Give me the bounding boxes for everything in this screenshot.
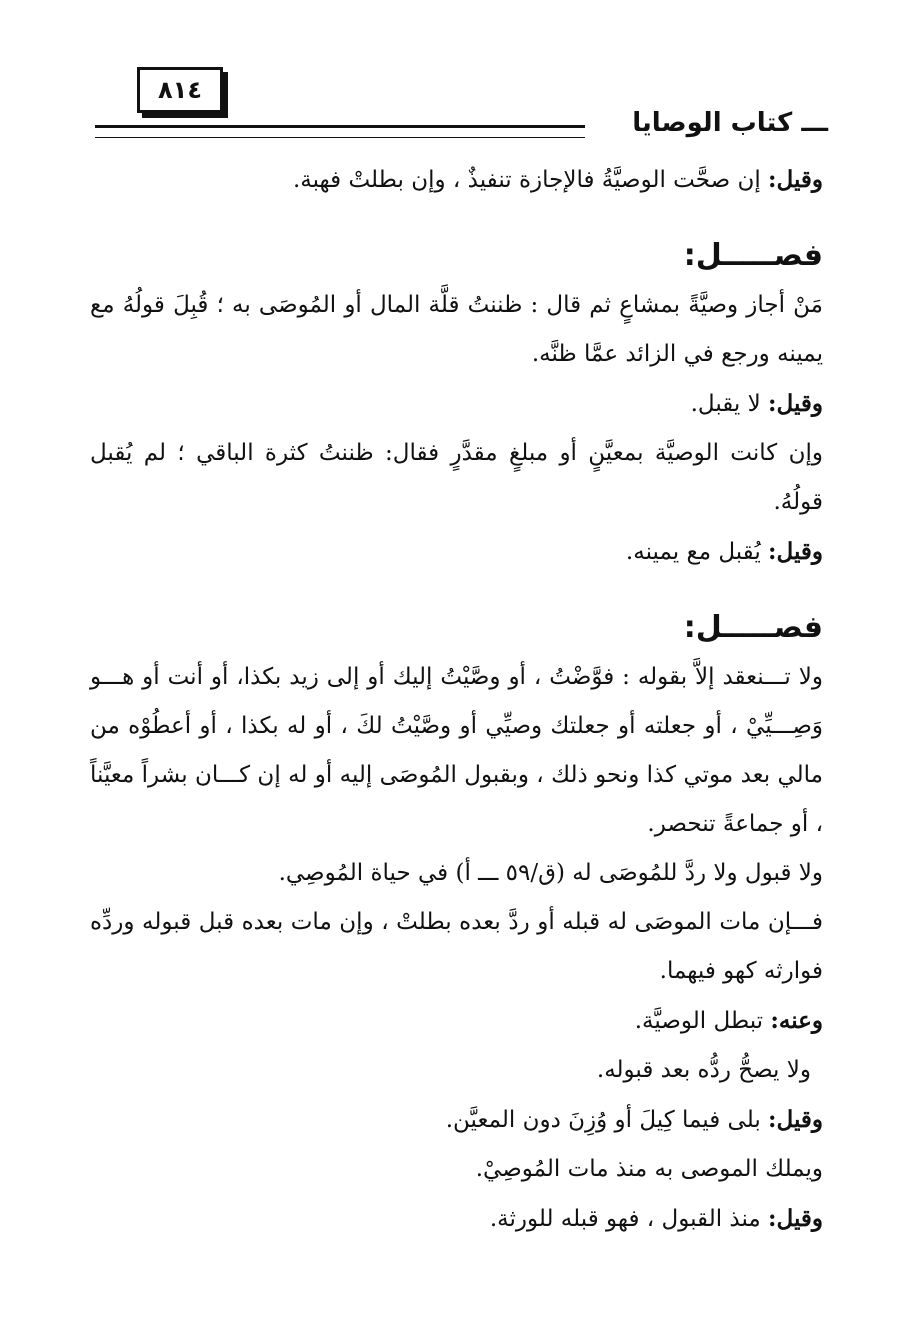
paragraph-text: لا يقبل. <box>690 391 769 417</box>
paragraph-6: ولا تـــنعقد إلاَّ بقوله : فوَّضْتُ ، أو وصَّيْتُ إليك أو إلى زيد بكذا، أو أنت أو هـــو وَصِـــيِّيْ ، أو جعلته أو جعلتك وصيِّي أو وصَّيْتُ لكَ ، أو له بكذا ، أو أعطُوْه من مالي بعد موتي كذا ونحو ذلك ، وبقبول المُوصَى إليه أو له إن كـــان بشراً معيَّناً ، أو جماعةً تنحصر. <box>90 664 823 837</box>
paragraph-text: إن صحَّت الوصيَّةُ فالإجازة تنفيذٌ ، وإن بطلتْ فهبة. <box>292 167 769 193</box>
paragraph-8: فـــإن مات الموصَى له قبله أو ردَّ بعده بطلتْ ، وإن مات بعده قبل قبوله وردِّه فوارثه كهو فيهما. <box>90 909 823 984</box>
paragraph-11 <box>90 1095 823 1145</box>
paragraph-lead: وقيل: <box>768 1106 823 1133</box>
page-body <box>90 155 823 1244</box>
paragraph-4: وإن كانت الوصيَّة بمعيَّنٍ أو مبلغٍ مقدَّرٍ فقال: ظننتُ كثرة الباقي ؛ لم يُقبل قولُهُ. <box>90 440 823 515</box>
paragraph-7: ولا قبول ولا ردَّ للمُوصَى له (ق/٥٩ ـــ أ) في حياة المُوصِي. <box>278 860 823 886</box>
section-heading-fasl-1: فصـــــل: <box>683 238 823 273</box>
paragraph-text: تبطل الوصيَّة. <box>634 1008 771 1034</box>
running-header-title: ـــ كتاب الوصايا <box>632 108 828 138</box>
paragraph-text: منذ القبول ، فهو قبله للورثة. <box>489 1206 769 1232</box>
paragraph-lead: وقيل: <box>768 538 823 565</box>
paragraph-lead: وعنه: <box>770 1007 823 1034</box>
paragraph-9 <box>90 996 823 1046</box>
paragraph-text: بلى فيما كِيلَ أو وُزِنَ دون المعيَّن. <box>445 1107 769 1133</box>
paragraph-lead: وقيل: <box>768 1205 823 1232</box>
section-heading-fasl-2: فصـــــل: <box>683 610 823 645</box>
paragraph-1 <box>90 155 823 205</box>
paragraph-2: مَنْ أجاز وصيَّةً بمشاعٍ ثم قال : ظننتُ قلَّة المال أو المُوصَى به ؛ قُبِلَ قولُهُ مع يمينه ورجع في الزائد عمَّا ظنَّه. <box>90 292 823 367</box>
paragraph-lead: وقيل: <box>768 166 823 193</box>
paragraph-lead: وقيل: <box>768 390 823 417</box>
paragraph-10: ولا يصحُّ ردُّه بعد قبوله. <box>596 1057 811 1083</box>
page-number: ٨١٤ <box>137 67 223 113</box>
paragraph-13 <box>90 1194 823 1244</box>
paragraph-5 <box>90 527 823 577</box>
paragraph-12: ويملك الموصى به منذ مات المُوصِيْ. <box>475 1156 823 1182</box>
paragraph-text: يُقبل مع يمينه. <box>625 539 769 565</box>
paragraph-3 <box>90 379 823 429</box>
